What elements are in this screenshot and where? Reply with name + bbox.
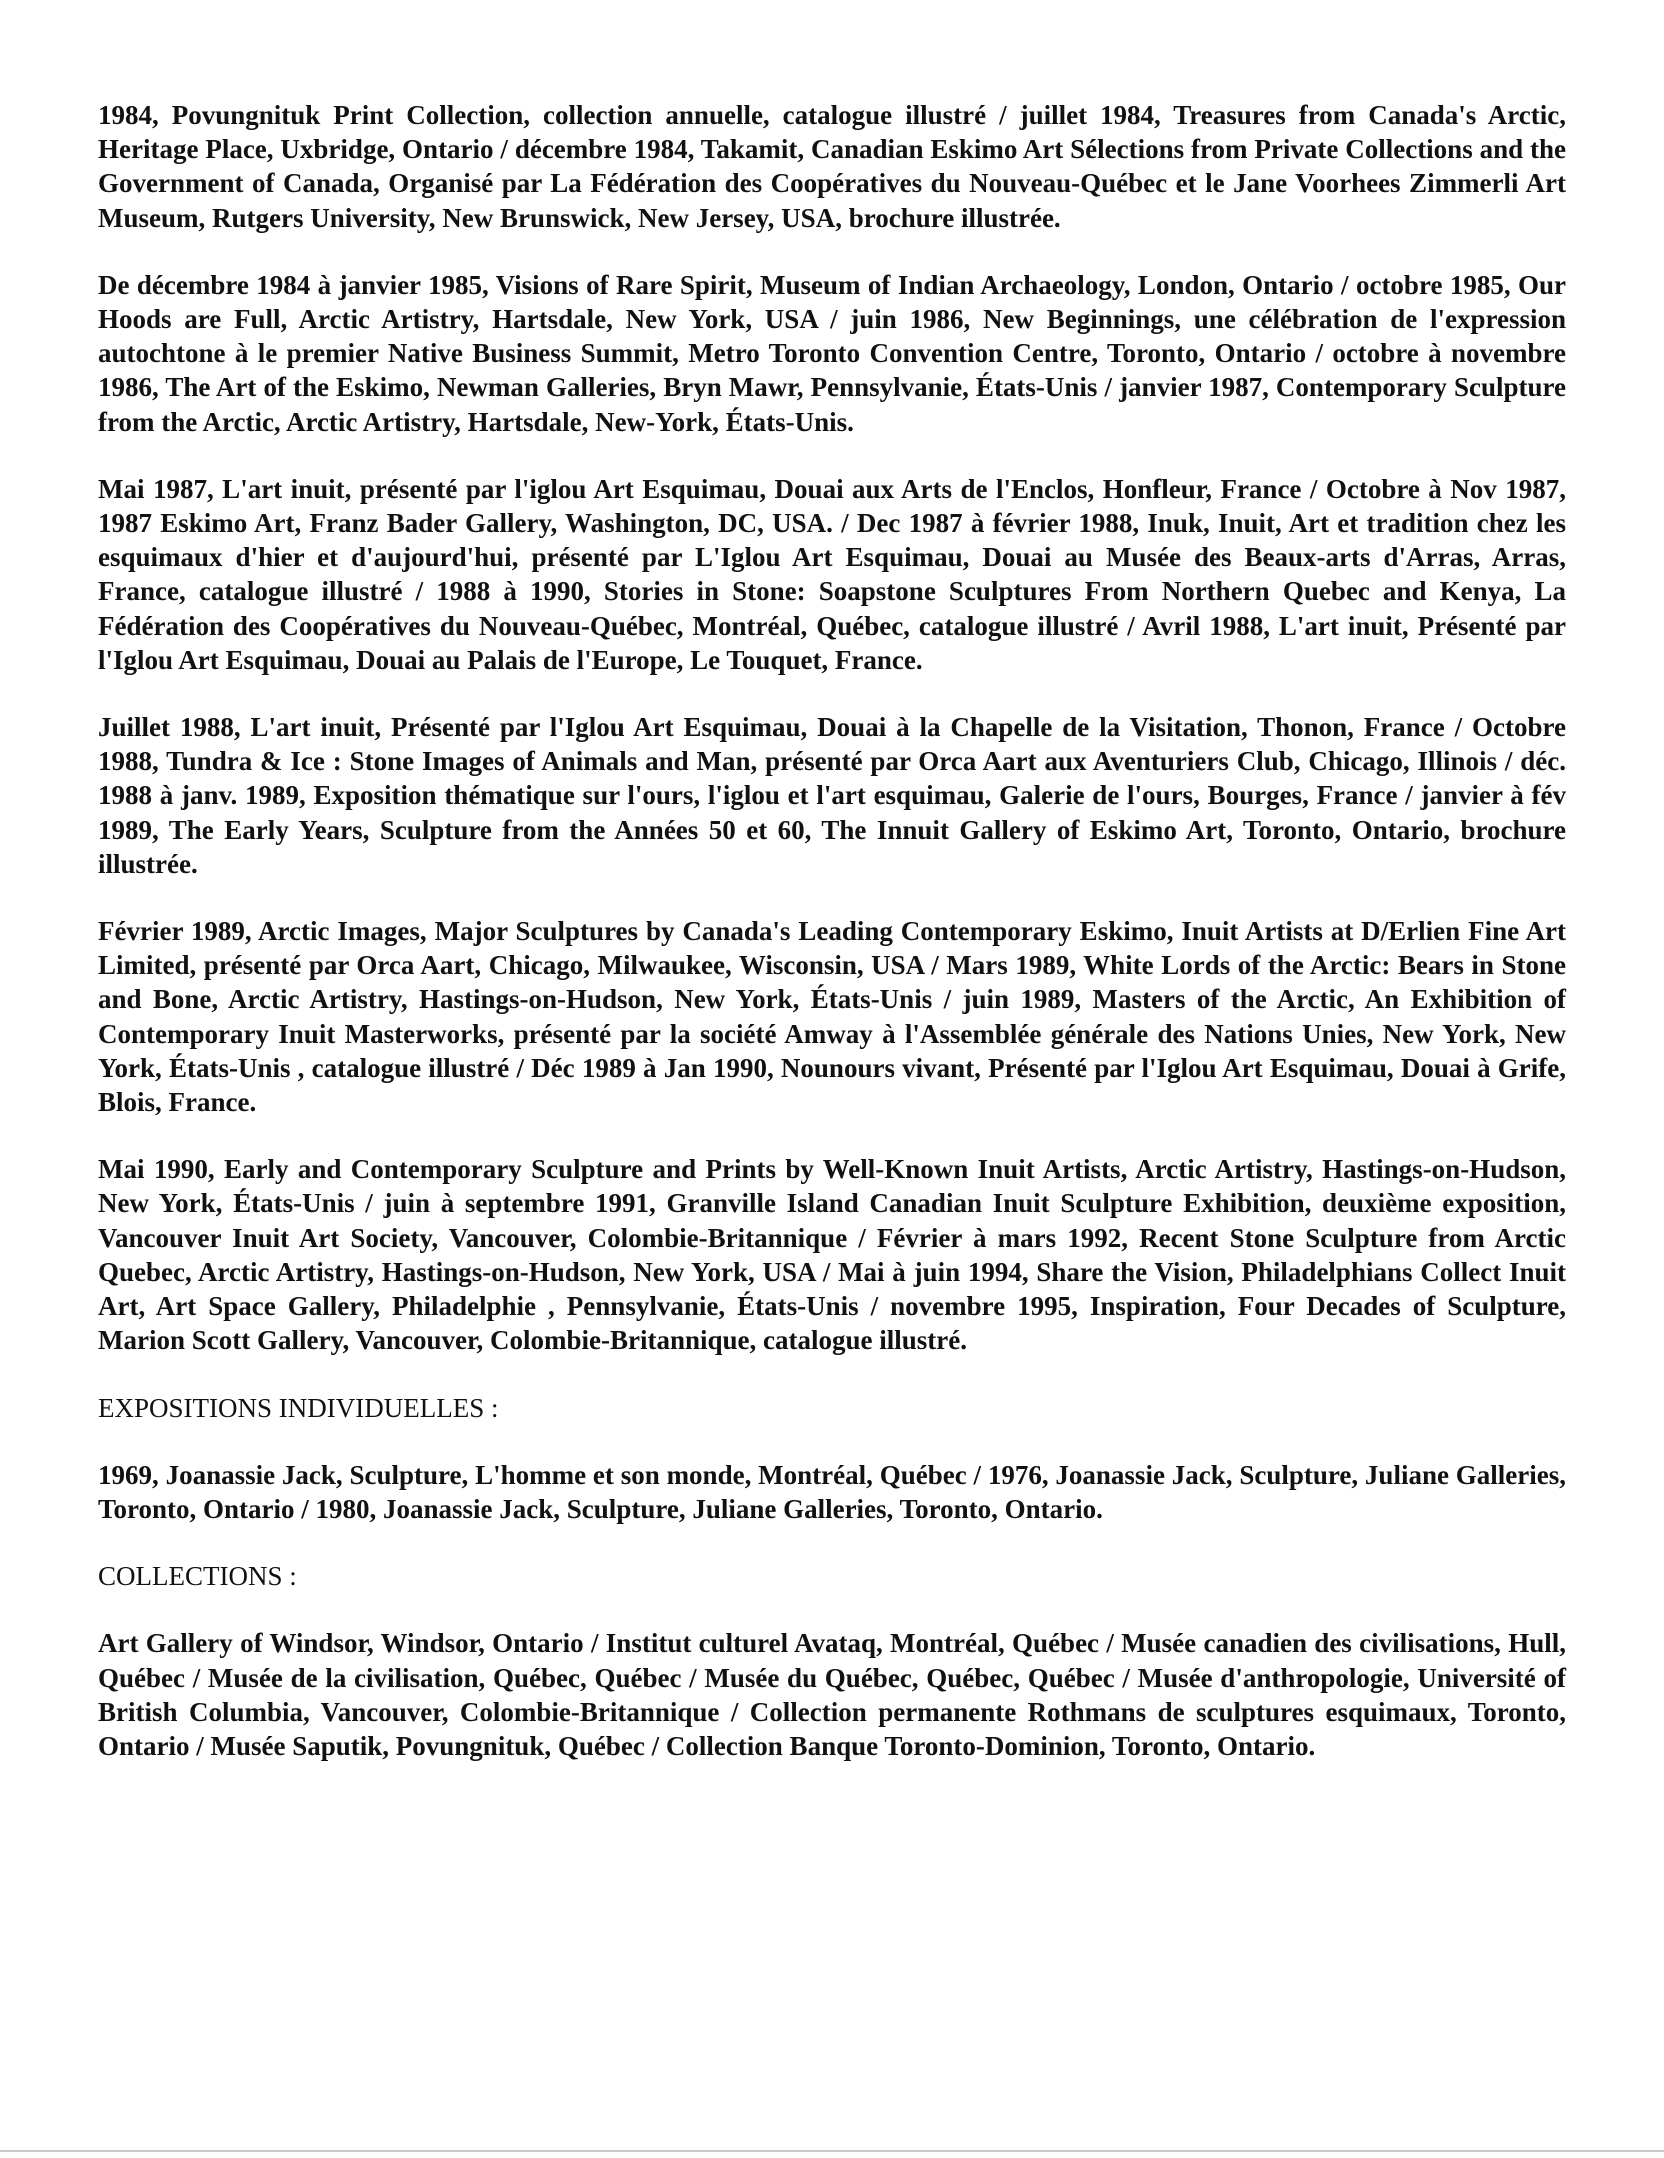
section-heading-individual-exhibitions: EXPOSITIONS INDIVIDUELLES : (98, 1392, 499, 1423)
exhibition-paragraph-1990: Mai 1990, Early and Contemporary Sculpture and Prints by Well-Known Inuit Artists, Arctic Artistry, Hastings-on-Hudson, New York, États-Unis / juin à septembre 1991, Granville Island Canadian Inuit Sculpture Exhibition, deuxième exposition, Vancouver Inuit Art Society, Vancouver, Colombie-Britannique / Février à mars 1992, Recent Stone Sculpture from Arctic Quebec, Arctic Artistry, Hastings-on-Hudson, New York, USA / Mai à juin 1994, Share the Vision, Philadelphians Collect Inuit Art, Art Space Gallery, Philadelphie , Pennsylvanie, États-Unis / novembre 1995, Inspiration, Four Decades of Sculpture, Marion Scott Gallery, Vancouver, Colombie-Britannique, catalogue illustré. (98, 1154, 1566, 1356)
exhibition-paragraph-1985: De décembre 1984 à janvier 1985, Visions of Rare Spirit, Museum of Indian Archaeology, London, Ontario / octobre 1985, Our Hoods are Full, Arctic Artistry, Hartsdale, New York, USA / juin 1986, New Beginnings, une célébration de l'expression autochtone à le premier Native Business Summit, Metro Toronto Convention Centre, Toronto, Ontario / octobre à novembre 1986, The Art of the Eskimo, Newman Galleries, Bryn Mawr, Pennsylvanie, États-Unis / janvier 1987, Contemporary Sculpture from the Arctic, Arctic Artistry, Hartsdale, New-York, États-Unis. (98, 269, 1566, 437)
individual-exhibitions-text: 1969, Joanassie Jack, Sculpture, L'homme et son monde, Montréal, Québec / 1976, Joanassie Jack, Sculpture, Juliane Galleries, Toronto, Ontario / 1980, Joanassie Jack, Sculpture, Juliane Galleries, Toronto, Ontario. (98, 1459, 1566, 1524)
document-page (98, 98, 1566, 1796)
exhibition-paragraph-1984: 1984, Povungnituk Print Collection, collection annuelle, catalogue illustré / juillet 1984, Treasures from Canada's Arctic, Heritage Place, Uxbridge, Ontario / décembre 1984, Takamit, Canadian Eskimo Art Sélections from Private Collections and the Government of Canada, Organisé par La Fédération des Coopératives du Nouveau-Québec et le Jane Voorhees Zimmerli Art Museum, Rutgers University, New Brunswick, New Jersey, USA, brochure illustrée. (98, 100, 1566, 233)
page-bottom-divider (0, 2150, 1664, 2152)
exhibition-paragraph-1988: Juillet 1988, L'art inuit, Présenté par l'Iglou Art Esquimau, Douai à la Chapelle de la Visitation, Thonon, France / Octobre 1988, Tundra & Ice : Stone Images of Animals and Man, présenté par Orca Aart aux Aventuriers Club, Chicago, Illinois / déc. 1988 à janv. 1989, Exposition thématique sur l'ours, l'iglou et l'art esquimau, Galerie de l'ours, Bourges, France / janvier à fév 1989, The Early Years, Sculpture from the Années 50 et 60, The Innuit Gallery of Eskimo Art, Toronto, Ontario, brochure illustrée. (98, 712, 1566, 879)
exhibition-paragraph-1989: Février 1989, Arctic Images, Major Sculptures by Canada's Leading Contemporary Eskimo, Inuit Artists at D/Erlien Fine Art Limited, présenté par Orca Aart, Chicago, Milwaukee, Wisconsin, USA / Mars 1989, White Lords of the Arctic: Bears in Stone and Bone, Arctic Artistry, Hastings-on-Hudson, New York, États-Unis / juin 1989, Masters of the Arctic, An Exhibition of Contemporary Inuit Masterworks, présenté par la société Amway à l'Assemblée générale des Nations Unies, New York, New York, États-Unis , catalogue illustré / Déc 1989 à Jan 1990, Nounours vivant, Présenté par l'Iglou Art Esquimau, Douai à Grife, Blois, France. (98, 916, 1566, 1118)
section-heading-collections: COLLECTIONS : (98, 1561, 297, 1592)
collections-text: Art Gallery of Windsor, Windsor, Ontario / Institut culturel Avataq, Montréal, Québec / Musée canadien des civilisations, Hull, Québec / Musée de la civilisation, Québec, Québec / Musée du Québec, Québec, Québec / Musée d'anthropologie, Université of British Columbia, Vancouver, Colombie-Britannique / Collection permanente Rothmans de sculptures esquimaux, Toronto, Ontario / Musée Saputik, Povungnituk, Québec / Collection Banque Toronto-Dominion, Toronto, Ontario. (98, 1628, 1566, 1761)
exhibition-paragraph-1987: Mai 1987, L'art inuit, présenté par l'iglou Art Esquimau, Douai aux Arts de l'Enclos, Honfleur, France / Octobre à Nov 1987, 1987 Eskimo Art, Franz Bader Gallery, Washington, DC, USA. / Dec 1987 à février 1988, Inuk, Inuit, Art et tradition chez les esquimaux d'hier et d'aujourd'hui, présenté par L'Iglou Art Esquimau, Douai au Musée des Beaux-arts d'Arras, Arras, France, catalogue illustré / 1988 à 1990, Stories in Stone: Soapstone Sculptures From Northern Quebec and Kenya, La Fédération des Coopératives du Nouveau-Québec, Montréal, Québec, catalogue illustré / Avril 1988, L'art inuit, Présenté par l'Iglou Art Esquimau, Douai au Palais de l'Europe, Le Touquet, France. (98, 473, 1566, 675)
